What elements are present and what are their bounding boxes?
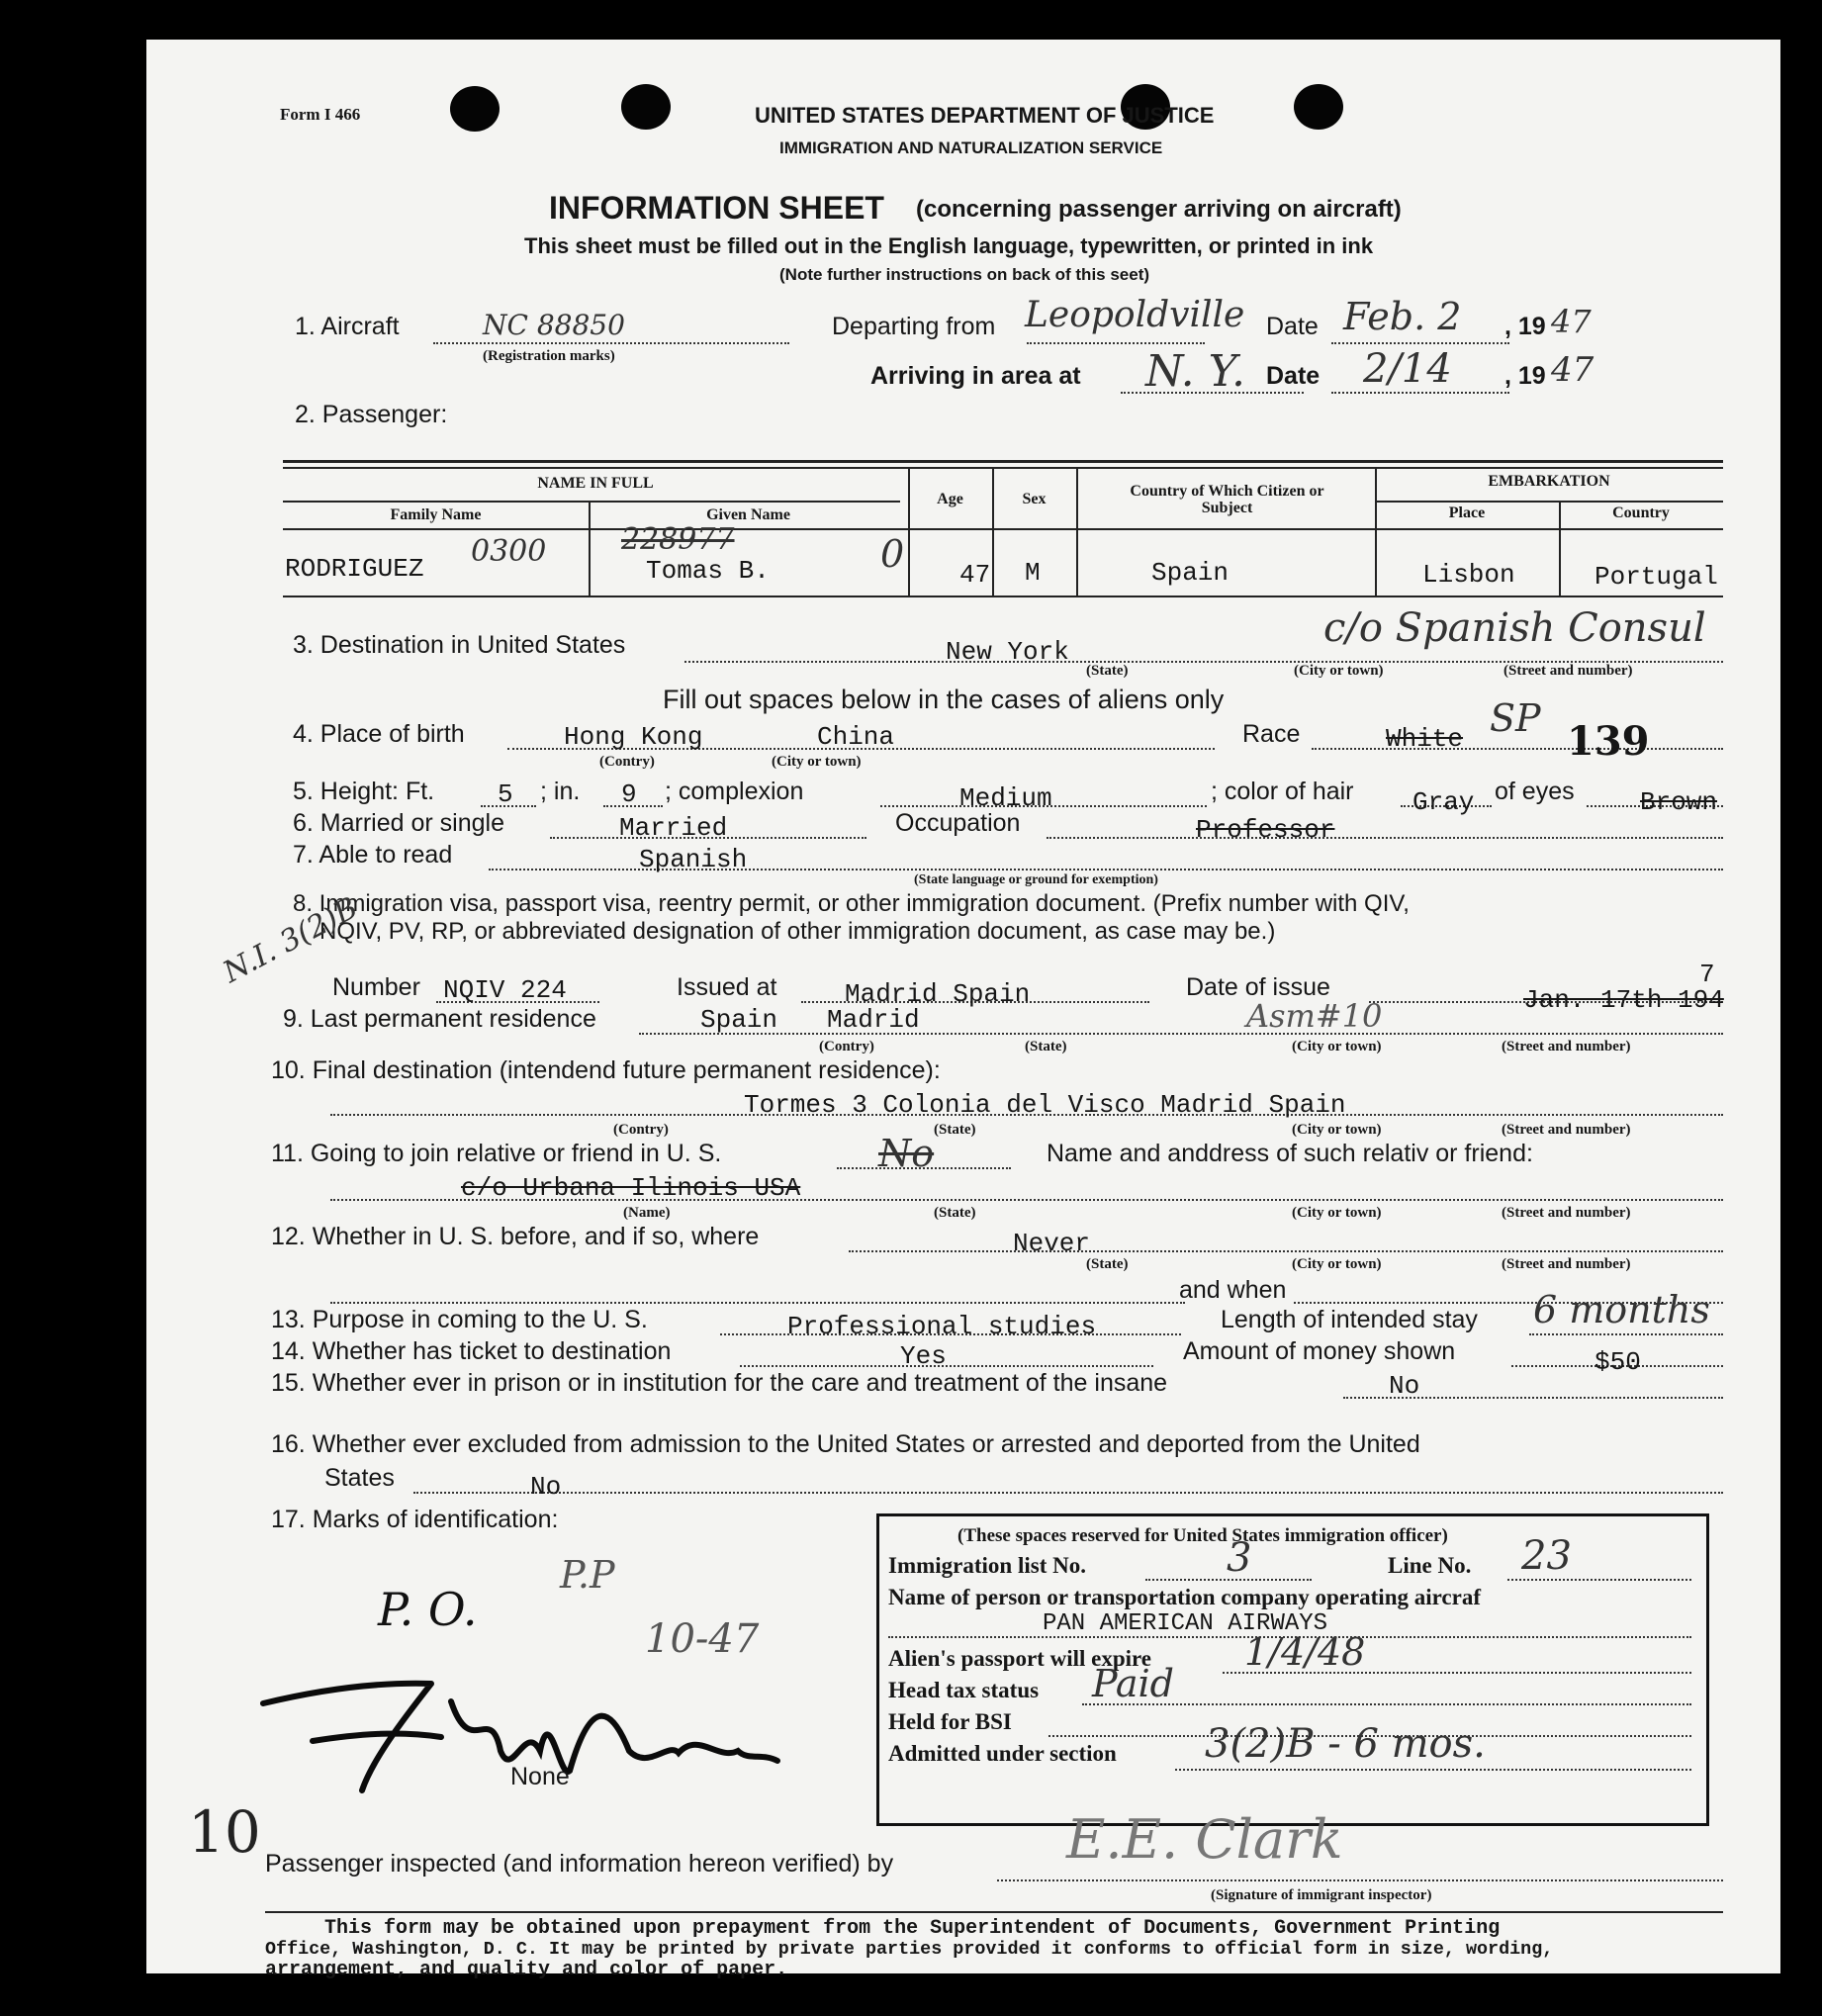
money-value[interactable]: $50 xyxy=(1594,1347,1641,1377)
street-caption: (Street and number) xyxy=(1502,1205,1631,1221)
race-label: Race xyxy=(1242,720,1301,748)
destination-street[interactable]: c/o Spanish Consul xyxy=(1323,605,1706,651)
city-caption: (City or town) xyxy=(1292,1256,1382,1272)
visa-label-2: NQIV, PV, RP, or abbreviated designation of other immigration document, as case may be.) xyxy=(319,918,1276,945)
residence-hand: Asm#10 xyxy=(1246,997,1383,1035)
residence-country[interactable]: Spain xyxy=(700,1005,778,1035)
year-arrival-value[interactable]: 47 xyxy=(1551,350,1594,390)
place-cell[interactable]: Lisbon xyxy=(1422,560,1515,590)
join-value[interactable]: c/o Urbana Ilinois USA xyxy=(461,1173,801,1203)
residence-label: 9. Last permanent residence xyxy=(283,1005,596,1033)
ticket-label: 14. Whether has ticket to destination xyxy=(271,1337,672,1365)
street-caption: (Street and number) xyxy=(1503,663,1633,679)
issue-date-label: Date of issue xyxy=(1186,973,1330,1001)
state-caption: (State) xyxy=(934,1205,976,1221)
officer-box-title: (These spaces reserved for United States immigration officer) xyxy=(957,1525,1448,1546)
inspected-label: Passenger inspected (and information hereon verified) by xyxy=(265,1850,894,1878)
prison-label: 15. Whether ever in prison or in institution for the care and treatment of the insane xyxy=(271,1369,1168,1397)
money-label: Amount of money shown xyxy=(1183,1337,1456,1365)
tax-value[interactable]: Paid xyxy=(1092,1662,1174,1705)
passport-value[interactable]: 1/4/48 xyxy=(1244,1630,1366,1674)
company-value[interactable]: PAN AMERICAN AIRWAYS xyxy=(1043,1610,1328,1637)
height-inches[interactable]: 9 xyxy=(621,779,637,809)
departing-value[interactable]: Leopoldville xyxy=(1025,295,1245,335)
visa-label-1: 8. Immigration visa, passport visa, reentry permit, or other immigration document. (Prefix number with QIV, xyxy=(293,890,1410,917)
given-name-cell[interactable]: Tomas B. xyxy=(646,556,770,586)
given-name-header: Given Name xyxy=(706,506,790,523)
join-label: 11. Going to join relative or friend in U. S. xyxy=(271,1140,722,1167)
married-label: 6. Married or single xyxy=(293,809,504,837)
occupation-value[interactable]: Professor xyxy=(1196,815,1335,845)
registration-caption: (Registration marks) xyxy=(483,348,615,364)
date-arrival-label: Date xyxy=(1266,362,1321,390)
birth-country[interactable]: Hong Kong xyxy=(564,722,703,752)
hair-value[interactable]: Gray xyxy=(1412,787,1475,817)
join-name-label: Name and anddress of such relativ or friend: xyxy=(1047,1140,1533,1167)
marks-hand-date: 10-47 xyxy=(645,1616,760,1662)
destination-label: 3. Destination in United States xyxy=(293,631,626,659)
eyes-value[interactable]: Brown xyxy=(1640,787,1718,817)
read-label: 7. Able to read xyxy=(293,841,453,869)
marks-label: 17. Marks of identification: xyxy=(271,1506,559,1533)
race-hand: SP xyxy=(1490,696,1541,740)
hand-number: 0300 xyxy=(471,534,547,569)
purpose-label: 13. Purpose in coming to the U. S. xyxy=(271,1306,648,1333)
destination-state[interactable]: New York xyxy=(946,637,1069,667)
company-label: Name of person or transportation company operating aircraf xyxy=(888,1585,1481,1609)
ticket-value[interactable]: Yes xyxy=(900,1341,947,1371)
residence-state[interactable]: Madrid xyxy=(827,1005,920,1035)
page-title: INFORMATION SHEET xyxy=(549,190,884,226)
stay-label: Length of intended stay xyxy=(1221,1306,1478,1333)
family-name-header: Family Name xyxy=(390,506,482,523)
join-hand[interactable]: No xyxy=(878,1132,935,1175)
street-caption: (Street and number) xyxy=(1502,1039,1631,1054)
issued-label: Issued at xyxy=(677,973,777,1001)
margin-ten: 10 xyxy=(188,1798,261,1866)
complexion-label: ; complexion xyxy=(665,778,804,805)
read-value[interactable]: Spanish xyxy=(639,845,748,874)
section-value[interactable]: 3(2)B - 6 mos. xyxy=(1205,1721,1486,1767)
form-number: Form I 466 xyxy=(280,105,361,124)
emb-country-header: Country xyxy=(1612,504,1670,521)
hand-number-crossed: 228977 xyxy=(621,522,735,557)
excluded-label-2: States xyxy=(324,1464,395,1492)
before-value[interactable]: Never xyxy=(1013,1229,1091,1258)
footer-note-2: Office, Washington, D. C. It may be printed by private parties provided it conforms to official form in size, wording, xyxy=(265,1939,1554,1960)
prison-value[interactable]: No xyxy=(1389,1371,1420,1401)
aircraft-value[interactable]: NC 88850 xyxy=(483,309,625,341)
complexion-value[interactable]: Medium xyxy=(959,783,1052,813)
embarkation-header: EMBARKATION xyxy=(1488,473,1610,490)
eyes-label: of eyes xyxy=(1495,778,1575,805)
city-caption: (City or town) xyxy=(1292,1039,1382,1054)
and-when-label: and when xyxy=(1179,1276,1287,1304)
issued-value[interactable]: Madrid Spain xyxy=(845,979,1031,1009)
race-code: 139 xyxy=(1567,718,1650,765)
year-prefix: , 19 xyxy=(1504,362,1546,390)
instruction: This sheet must be filled out in the English language, typewritten, or printed in ink xyxy=(524,233,1374,258)
city-caption: (City or town) xyxy=(1292,1122,1382,1138)
section-label: Admitted under section xyxy=(888,1741,1117,1766)
age-header: Age xyxy=(937,491,963,507)
final-value[interactable]: Tormes 3 Colonia del Visco Madrid Spain xyxy=(744,1090,1346,1120)
occupation-label: Occupation xyxy=(895,809,1021,837)
emb-country-cell[interactable]: Portugal xyxy=(1594,562,1718,592)
passenger-label: 2. Passenger: xyxy=(295,401,448,428)
inches-label: ; in. xyxy=(540,778,581,805)
marks-value: None xyxy=(510,1763,570,1790)
punch-hole xyxy=(621,84,671,130)
sex-cell[interactable]: M xyxy=(1025,558,1041,588)
street-caption: (Street and number) xyxy=(1502,1256,1631,1272)
height-label: 5. Height: Ft. xyxy=(293,778,435,805)
excluded-value[interactable]: No xyxy=(530,1472,562,1502)
punch-hole xyxy=(1294,84,1343,130)
inspector-caption: (Signature of immigrant inspector) xyxy=(1211,1887,1432,1903)
final-label: 10. Final destination (intendend future permanent residence): xyxy=(271,1056,941,1084)
stay-value[interactable]: 6 months xyxy=(1533,1288,1710,1331)
race-value[interactable]: White xyxy=(1386,724,1464,754)
title-note: (concerning passenger arriving on aircraft) xyxy=(916,196,1402,223)
aliens-note: Fill out spaces below in the cases of aliens only xyxy=(663,685,1225,714)
bsi-label: Held for BSI xyxy=(888,1709,1012,1734)
aircraft-label: 1. Aircraft xyxy=(295,313,400,340)
family-name-cell[interactable]: RODRIGUEZ xyxy=(285,554,424,584)
date-departure-label: Date xyxy=(1266,313,1319,340)
citizen-header: Country of Which Citizen or Subject xyxy=(1130,483,1324,516)
number-value[interactable]: NQIV 224 xyxy=(443,975,567,1005)
purpose-value[interactable]: Professional studies xyxy=(787,1312,1097,1341)
age-cell[interactable]: 47 xyxy=(959,560,991,590)
height-feet[interactable]: 5 xyxy=(498,779,513,809)
citizen-cell[interactable]: Spain xyxy=(1151,558,1230,588)
name-caption: (Name) xyxy=(623,1205,671,1221)
margin-note: N.I. 3(2)B xyxy=(218,890,364,990)
number-label: Number xyxy=(332,973,420,1001)
city-caption: (City or town) xyxy=(1294,663,1384,679)
date-arrival-value[interactable]: 2/14 xyxy=(1363,346,1452,392)
marks-hand-po: P. O. xyxy=(378,1583,478,1636)
arriving-label: Arriving in area at xyxy=(870,362,1081,390)
inspector-signature[interactable]: E.E. Clark xyxy=(1066,1808,1343,1871)
tax-label: Head tax status xyxy=(888,1678,1040,1702)
punch-hole xyxy=(450,86,500,132)
date-departure-value[interactable]: Feb. 2 xyxy=(1343,295,1462,338)
department: UNITED STATES DEPARTMENT OF JUSTICE xyxy=(755,103,1215,128)
before-label: 12. Whether in U. S. before, and if so, where xyxy=(271,1223,760,1250)
year-departure-value[interactable]: 47 xyxy=(1551,303,1592,340)
arriving-value[interactable]: N. Y. xyxy=(1145,346,1246,397)
excluded-label-1: 16. Whether ever excluded from admission to the United States or arrested and deported from the United xyxy=(271,1430,1420,1458)
departing-label: Departing from xyxy=(832,313,996,340)
birth-city[interactable]: China xyxy=(817,722,895,752)
list-value[interactable]: 3 xyxy=(1227,1535,1252,1581)
passport-label: Alien's passport will expire xyxy=(888,1646,1152,1671)
hair-label: ; color of hair xyxy=(1211,778,1354,805)
footer-note-1: This form may be obtained upon prepayment from the Superintendent of Documents, Government Printing xyxy=(324,1917,1501,1940)
state-caption: (State) xyxy=(1086,663,1129,679)
birth-label: 4. Place of birth xyxy=(293,720,465,748)
contry-caption: (Contry) xyxy=(613,1122,669,1138)
state-caption: (State) xyxy=(1086,1256,1129,1272)
issue-date-value[interactable]: Jan. 17th 194 xyxy=(1523,985,1724,1015)
marks-hand-pp: P.P xyxy=(560,1553,615,1597)
place-header: Place xyxy=(1448,504,1486,521)
state-caption: (State) xyxy=(1025,1039,1067,1054)
footer-note-3: arrangement, and quality and color of paper. xyxy=(265,1959,788,1981)
issue-year-hand: 7 xyxy=(1699,960,1715,989)
sex-header: Sex xyxy=(1022,491,1047,507)
list-label: Immigration list No. xyxy=(888,1553,1086,1578)
city-caption: (City or town) xyxy=(1292,1205,1382,1221)
married-value[interactable]: Married xyxy=(619,813,728,843)
line-label: Line No. xyxy=(1388,1553,1472,1578)
instruction-note: (Note further instructions on back of this seet) xyxy=(779,265,1150,284)
name-in-full-header: NAME IN FULL xyxy=(537,475,654,492)
contry-caption: (Contry) xyxy=(819,1039,874,1054)
contry-caption: (Contry) xyxy=(599,754,655,770)
state-caption: (State) xyxy=(934,1122,976,1138)
service: IMMIGRATION AND NATURALIZATION SERVICE xyxy=(779,138,1163,157)
form-page xyxy=(146,40,1780,1981)
city-caption: (City or town) xyxy=(772,754,862,770)
hand-zero: 0 xyxy=(880,532,905,576)
street-caption: (Street and number) xyxy=(1502,1122,1631,1138)
line-value[interactable]: 23 xyxy=(1521,1533,1572,1579)
read-caption: (State language or ground for exemption) xyxy=(914,872,1158,887)
year-prefix: , 19 xyxy=(1504,313,1546,340)
